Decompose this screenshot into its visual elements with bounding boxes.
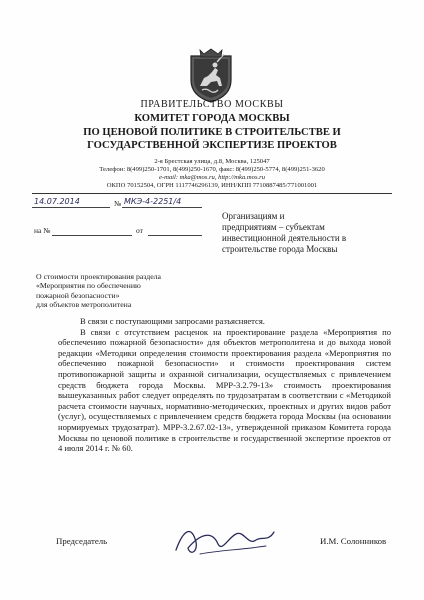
- email: e-mail: mka@mos.ru, http://mka.mos.ru: [158, 174, 266, 181]
- subject-line-3: пожарной безопасности»: [36, 290, 120, 300]
- na-label: на №: [34, 226, 51, 235]
- signatory-name: И.М. Солонников: [320, 536, 387, 546]
- letter-body: [58, 316, 391, 454]
- number-handwritten: МКЭ-4-2251/4: [124, 197, 182, 206]
- header-divider: [32, 193, 392, 194]
- date-underline: [32, 207, 110, 208]
- addressee-block: [222, 211, 346, 255]
- subject-block: [36, 272, 161, 310]
- body-paragraph-1: В связи с поступающими запросами разъясняется.: [80, 316, 265, 326]
- subject-line-2: «Мероприятия по обеспечению: [36, 281, 141, 291]
- handwritten-signature: [170, 520, 280, 562]
- committee-line-1: КОМИТЕТ ГОРОДА МОСКВЫ: [134, 113, 290, 124]
- signatory-title: Председатель: [56, 536, 108, 546]
- subject-line-1: О стоимости проектирования раздела: [36, 272, 162, 281]
- registry-codes: ОКПО 70152504, ОГРН 1117746296139, ИНН/КПП 7710887485/771001001: [106, 182, 318, 189]
- date-handwritten: 14.07.2014: [34, 197, 80, 206]
- addressee-line-2: предприятиям – субъектам: [222, 222, 325, 232]
- ot-underline: [148, 235, 202, 236]
- moscow-coat-of-arms-icon: [186, 48, 236, 104]
- committee-line-2: ПО ЦЕНОВОЙ ПОЛИТИКЕ В СТРОИТЕЛЬСТВЕ И: [83, 126, 341, 138]
- addressee-line-3: инвестиционной деятельности в: [222, 233, 347, 243]
- number-underline: [122, 207, 202, 208]
- addressee-line-1: Организациям и: [222, 211, 285, 221]
- body-paragraph-2: В связи с отсутствием расценок на проектирование раздела «Мероприятия по обеспечению пожарной безопасности» для объектов метрополитена и до выхода новой редакции «Методики определения стоимости проектирования раздела «Мероприятия по обеспечению пожарной безопасности» и стоимости проектирования систем противопожарной защиты и охранной сигнализации, осуществляемых с привлечением средств бюджета города Москвы. МРР-3.2.79-13» стоимость проектирования вышеуказанных работ следует определять по трудозатратам в соответствии с «Методикой расчета стоимости научных, нормативно-методических, проектных и других видов работ (услуг), осуществляемых с привлечением средств бюджета города Москвы (на основании нормируемых трудозатрат). МРР-3.2.67.02-13», утвержденной приказом Комитета города Москвы по ценовой политике в строительстве и государственной экспертизе проектов от 4 июля 2014 г. № 60.: [58, 326, 391, 454]
- committee-name: [20, 112, 404, 153]
- address: 2-я Брестская улица, д.8, Москва, 125047: [154, 158, 270, 165]
- ot-label: от: [136, 226, 143, 235]
- phones: Телефон: 8(499)250-1701, 8(499)250-1670, факс: 8(499)250-5774, 8(499)251-3620: [99, 166, 325, 173]
- number-prefix: №: [114, 199, 122, 208]
- subject-line-4: для объектов метрополитена: [36, 300, 132, 310]
- government-name: ПРАВИТЕЛЬСТВО МОСКВЫ: [140, 99, 284, 110]
- committee-line-3: ГОСУДАРСТВЕННОЙ ЭКСПЕРТИЗЕ ПРОЕКТОВ: [87, 140, 337, 151]
- contact-block: [20, 158, 404, 190]
- na-underline: [52, 235, 132, 236]
- addressee-line-4: строительстве города Москвы: [222, 244, 338, 254]
